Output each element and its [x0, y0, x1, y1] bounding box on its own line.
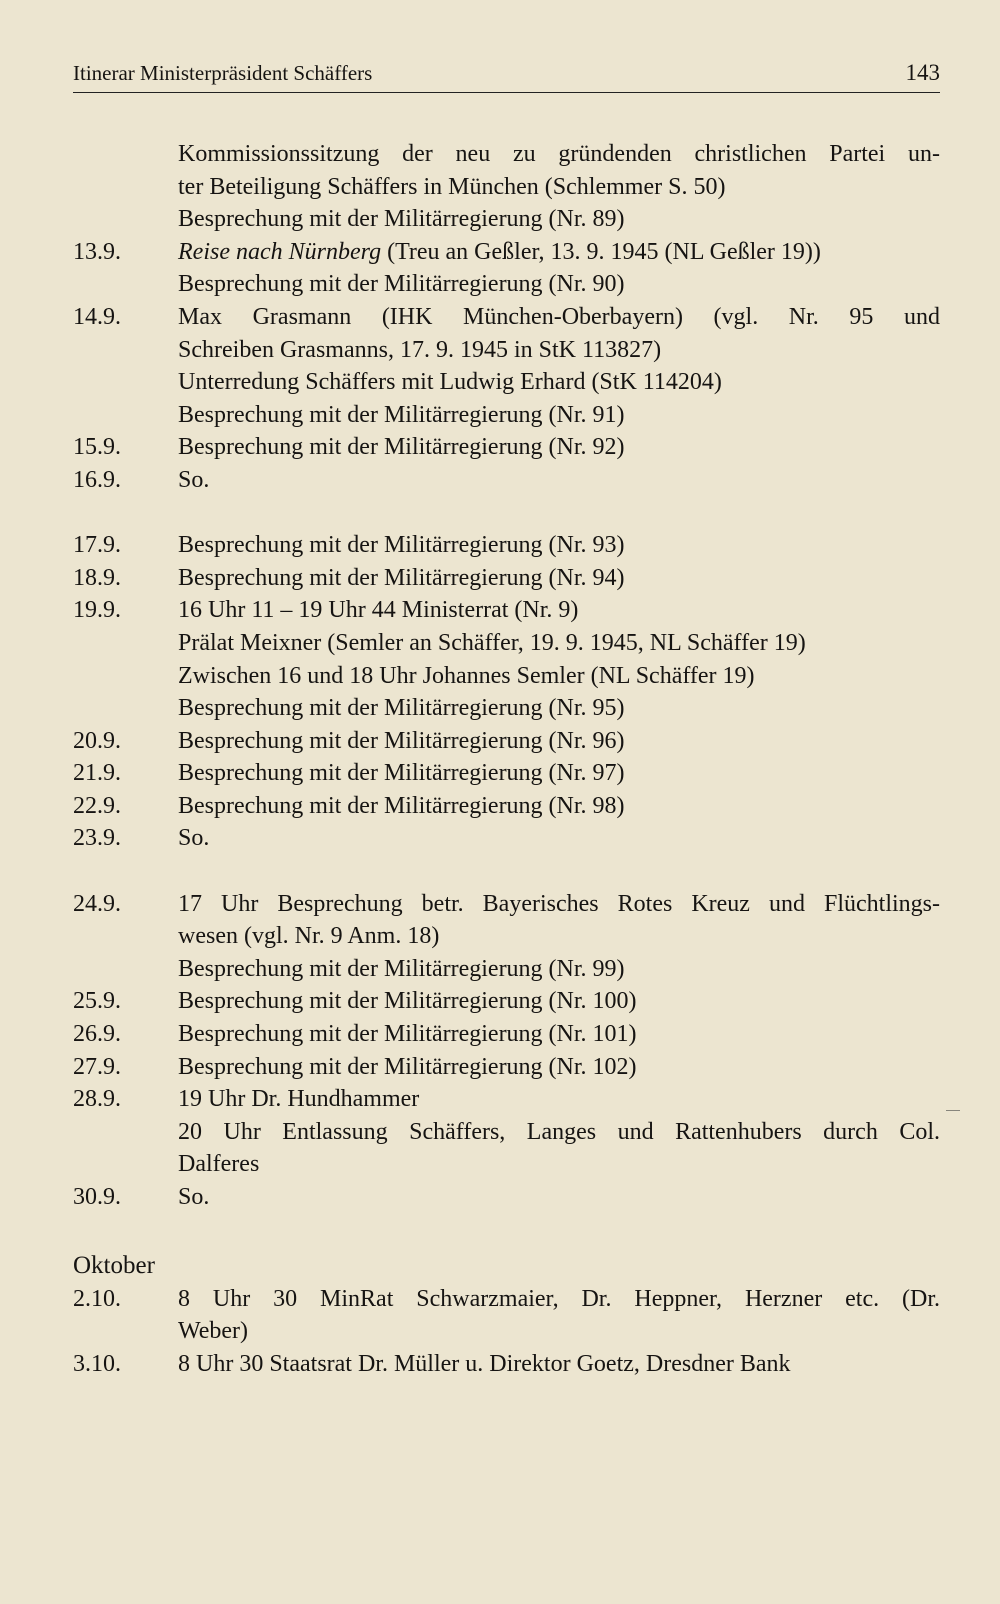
entry-line: Unterredung Schäffers mit Ludwig Erhard (StK 114204) — [178, 369, 722, 396]
entry-date — [73, 953, 178, 986]
entry-line: Besprechung mit der Militärregierung (Nr. 97) — [178, 760, 625, 787]
itinerary-entry — [73, 464, 940, 497]
entry-date: 13.9. — [73, 238, 121, 265]
entry-text — [178, 203, 940, 236]
entry-text — [178, 562, 940, 595]
entry-date: 14.9. — [73, 303, 121, 330]
entry-date: 23.9. — [73, 825, 121, 852]
entry-line: Besprechung mit der Militärregierung (Nr. 99) — [178, 955, 625, 982]
entry-date — [73, 692, 178, 725]
entry-line: 8 Uhr 30 Staatsrat Dr. Müller u. Direktor Goetz, Dresdner Bank — [178, 1350, 791, 1377]
entry-date: 30.9. — [73, 1184, 121, 1210]
entry-line: Zwischen 16 und 18 Uhr Johannes Semler (NL Schäffer 19) — [178, 662, 755, 689]
itinerary-entry — [73, 366, 940, 399]
bleed-through-mark — [946, 1110, 960, 1111]
entry-date — [73, 399, 178, 432]
entry-line: Besprechung mit der Militärregierung (Nr. 92) — [178, 434, 625, 461]
itinerary-entry — [73, 431, 940, 464]
entry-date: 20.9. — [73, 727, 121, 754]
entry-text — [178, 399, 940, 432]
entry-text — [178, 366, 940, 399]
entry-date: 17.9. — [73, 532, 121, 559]
itinerary-list — [73, 138, 940, 1381]
entry-line: 8 Uhr 30 MinRat Schwarzmaier, Dr. Heppner, Herzner etc. (Dr. — [178, 1285, 940, 1312]
itinerary-entry — [73, 529, 940, 562]
month-heading: Oktober — [73, 1252, 155, 1280]
entry-line: Weber) — [178, 1318, 249, 1345]
entry-text — [178, 1051, 940, 1084]
entry-date: 27.9. — [73, 1053, 121, 1080]
itinerary-entry — [73, 790, 940, 823]
entry-line: Besprechung mit der Militärregierung (Nr. 95) — [178, 695, 625, 722]
itinerary-entry — [73, 627, 940, 660]
itinerary-entry — [73, 822, 940, 855]
entry-line: (Treu an Geßler, 13. 9. 1945 (NL Geßler 19)) — [381, 238, 821, 265]
itinerary-entry — [73, 1051, 940, 1084]
entry-date — [73, 627, 178, 660]
itinerary-entry — [73, 1348, 940, 1381]
entry-line: Besprechung mit der Militärregierung (Nr. 90) — [178, 271, 625, 298]
entry-text — [178, 529, 940, 562]
entry-date — [73, 660, 178, 693]
entry-date: 22.9. — [73, 792, 121, 819]
entry-line: Besprechung mit der Militärregierung (Nr. 101) — [178, 1021, 637, 1048]
itinerary-entry — [73, 1181, 940, 1214]
entry-text — [178, 660, 940, 693]
entry-text — [178, 138, 940, 203]
section-gap — [73, 1214, 940, 1247]
itinerary-entry — [73, 1018, 940, 1051]
entry-line: Max Grasmann (IHK München-Oberbayern) (vgl. Nr. 95 und — [178, 303, 940, 330]
entry-text — [178, 1181, 940, 1214]
entry-text — [178, 1348, 940, 1381]
entry-date — [73, 268, 178, 301]
entry-line: Schreiben Grasmanns, 17. 9. 1945 in StK 113827) — [178, 336, 662, 363]
entry-text — [178, 953, 940, 986]
entry-date: 28.9. — [73, 1086, 121, 1113]
itinerary-entry — [73, 301, 940, 366]
entry-text — [178, 301, 940, 366]
entry-text — [178, 236, 940, 269]
entry-italic-text: Reise nach Nürnberg — [178, 238, 382, 265]
entry-text — [178, 985, 940, 1018]
entry-date — [73, 138, 178, 203]
itinerary-entry — [73, 562, 940, 595]
itinerary-entry — [73, 757, 940, 790]
entry-line: Besprechung mit der Militärregierung (Nr. 94) — [178, 564, 625, 591]
itinerary-entry — [73, 594, 940, 627]
entry-line: Kommissionssitzung der neu zu gründenden christlichen Partei un- — [178, 141, 940, 167]
itinerary-entry — [73, 236, 940, 269]
entry-text — [178, 1116, 940, 1181]
entry-line: Prälat Meixner (Semler an Schäffer, 19. 9. 1945, NL Schäffer 19) — [178, 629, 806, 656]
entry-text — [178, 692, 940, 725]
entry-line: Besprechung mit der Militärregierung (Nr. 98) — [178, 792, 625, 819]
entry-text — [178, 790, 940, 823]
entry-text — [178, 757, 940, 790]
itinerary-entry — [73, 725, 940, 758]
itinerary-entry — [73, 1116, 940, 1181]
entry-line: Besprechung mit der Militärregierung (Nr. 100) — [178, 988, 637, 1015]
entry-date: 16.9. — [73, 466, 121, 493]
entry-text — [178, 431, 940, 464]
entry-text — [178, 627, 940, 660]
running-title: Itinerar Ministerpräsident Schäffers — [73, 61, 373, 85]
entry-line: ter Beteiligung Schäffers in München (Schlemmer S. 50) — [178, 173, 726, 200]
entry-line: Besprechung mit der Militärregierung (Nr. 102) — [178, 1053, 637, 1080]
itinerary-entry — [73, 888, 940, 953]
entry-date — [73, 203, 178, 236]
entry-date: 21.9. — [73, 760, 121, 787]
entry-line: Besprechung mit der Militärregierung (Nr. 96) — [178, 727, 625, 754]
itinerary-entry — [73, 953, 940, 986]
itinerary-entry — [73, 1083, 940, 1116]
itinerary-entry — [73, 138, 940, 203]
entry-text — [178, 1083, 940, 1116]
entry-date: 25.9. — [73, 988, 121, 1015]
entry-line: Besprechung mit der Militärregierung (Nr. 91) — [178, 401, 625, 428]
entry-text — [178, 464, 940, 497]
entry-text — [178, 594, 940, 627]
entry-date: 18.9. — [73, 564, 121, 591]
page-number: 143 — [905, 60, 940, 85]
entry-date: 19.9. — [73, 597, 121, 624]
section-gap — [73, 855, 940, 888]
entry-date: 24.9. — [73, 890, 121, 917]
entry-date: 3.10. — [73, 1350, 121, 1377]
entry-line: 17 Uhr Besprechung betr. Bayerisches Rotes Kreuz und Flüchtlings- — [178, 890, 940, 917]
entry-text — [178, 268, 940, 301]
page-header — [73, 60, 940, 93]
entry-text — [178, 1283, 940, 1348]
entry-text — [178, 822, 940, 855]
entry-line: 16 Uhr 11 – 19 Uhr 44 Ministerrat (Nr. 9) — [178, 597, 579, 624]
itinerary-entry — [73, 660, 940, 693]
entry-date: 15.9. — [73, 434, 121, 461]
entry-line: Dalferes — [178, 1151, 260, 1178]
itinerary-entry — [73, 1283, 940, 1348]
itinerary-entry — [73, 985, 940, 1018]
entry-line: So. — [178, 466, 210, 493]
entry-date: 2.10. — [73, 1285, 121, 1312]
entry-line: Besprechung mit der Militärregierung (Nr. 93) — [178, 532, 625, 559]
entry-line: So. — [178, 1184, 210, 1210]
itinerary-entry — [73, 268, 940, 301]
entry-text — [178, 725, 940, 758]
itinerary-entry — [73, 399, 940, 432]
entry-date — [73, 1116, 178, 1181]
entry-date — [73, 366, 178, 399]
itinerary-entry — [73, 203, 940, 236]
entry-line: 20 Uhr Entlassung Schäffers, Langes und Rattenhubers durch Col. — [178, 1118, 940, 1145]
entry-line: 19 Uhr Dr. Hundhammer — [178, 1086, 420, 1113]
itinerary-entry — [73, 692, 940, 725]
entry-line: wesen (vgl. Nr. 9 Anm. 18) — [178, 923, 440, 950]
entry-line: Besprechung mit der Militärregierung (Nr. 89) — [178, 206, 625, 233]
entry-line: So. — [178, 825, 210, 852]
entry-text — [178, 888, 940, 953]
entry-date: 26.9. — [73, 1021, 121, 1048]
entry-text — [178, 1018, 940, 1051]
section-gap — [73, 497, 940, 530]
